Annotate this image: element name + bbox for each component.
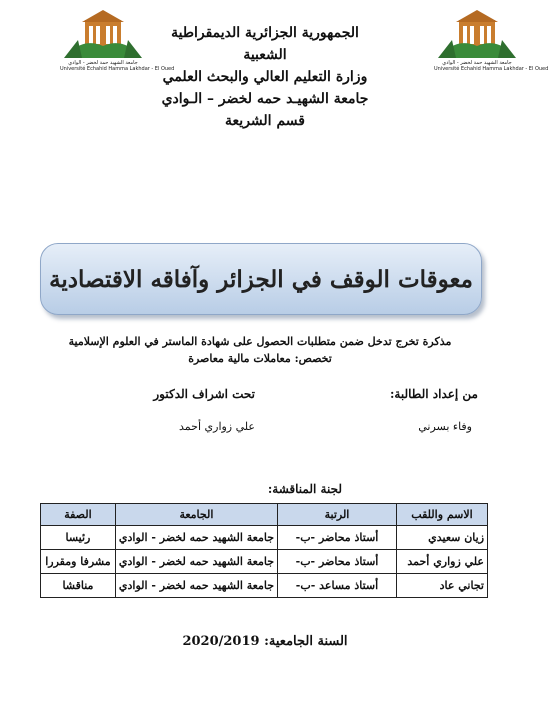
member-university: جامعة الشهيد حمه لخضر - الوادي bbox=[115, 574, 277, 598]
academic-year: السنة الجامعية: 2020/2019 bbox=[182, 634, 348, 649]
member-rank: أستاذ مساعد -ب- bbox=[278, 574, 397, 598]
member-university: جامعة الشهيد حمه لخضر - الوادي bbox=[115, 526, 277, 550]
member-name: تجاني عاد bbox=[397, 574, 488, 598]
specialty-line: تخصص: معاملات مالية معاصرة bbox=[188, 352, 332, 365]
member-name: زيان سعيدي bbox=[397, 526, 488, 550]
committee-table bbox=[40, 503, 488, 598]
table-header-row bbox=[41, 504, 488, 526]
committee-title: لجنة المناقشة: bbox=[267, 482, 342, 496]
table-row bbox=[41, 526, 488, 550]
member-role: مناقشا bbox=[41, 574, 116, 598]
column-header-name: الاسم واللقب bbox=[397, 504, 488, 526]
university-emblem-icon bbox=[434, 10, 520, 60]
supervisor-name: علي زواري أحمد bbox=[179, 420, 255, 433]
university-name: جامعة الشهيـد حمه لخضر – الـوادي bbox=[161, 91, 369, 107]
student-label: من إعداد الطالبة: bbox=[389, 387, 478, 401]
thesis-title: معوقات الوقف في الجزائر وآفاقه الاقتصادية bbox=[49, 265, 473, 293]
logo-caption-fr: Université Echahid Hamma Lakhdar - El Oued bbox=[434, 66, 548, 72]
member-role: رئيسا bbox=[41, 526, 116, 550]
thesis-title-box bbox=[40, 243, 482, 315]
member-role: مشرفا ومقررا bbox=[41, 550, 116, 574]
institution-header bbox=[150, 22, 380, 132]
logo-caption-fr: Université Echahid Hamma Lakhdar - El Oued bbox=[60, 66, 175, 72]
logo-caption-ar: جامعة الشهيد حمة لخضر - الوادي bbox=[68, 60, 138, 66]
department-name: قسم الشريعة bbox=[225, 113, 305, 129]
logo-caption-ar: جامعة الشهيد حمة لخضر - الوادي bbox=[442, 60, 512, 66]
thesis-description bbox=[40, 333, 480, 367]
member-rank: أستاذ محاضر -ب- bbox=[278, 550, 397, 574]
member-rank: أستاذ محاضر -ب- bbox=[278, 526, 397, 550]
column-header-university: الجامعة bbox=[115, 504, 277, 526]
column-header-role: الصفة bbox=[41, 504, 116, 526]
table-row bbox=[41, 574, 488, 598]
table-row bbox=[41, 550, 488, 574]
student-name: وفاء بسرني bbox=[418, 420, 472, 433]
column-header-rank: الرتبة bbox=[278, 504, 397, 526]
memo-line: مذكرة تخرج تدخل ضمن متطلبات الحصول على شهادة الماستر في العلوم الإسلامية bbox=[68, 335, 452, 348]
supervisor-label: تحت اشراف الدكتور bbox=[153, 387, 255, 401]
republic-name: الجمهورية الجزائرية الديمقراطية الشعبية bbox=[171, 25, 359, 63]
university-logo-right bbox=[434, 10, 548, 76]
university-emblem-icon bbox=[60, 10, 146, 60]
member-name: علي زواري أحمد bbox=[397, 550, 488, 574]
ministry-name: وزارة التعليم العالي والبحث العلمي bbox=[162, 69, 368, 85]
member-university: جامعة الشهيد حمه لخضر - الوادي bbox=[115, 550, 277, 574]
university-logo-left bbox=[60, 10, 175, 76]
